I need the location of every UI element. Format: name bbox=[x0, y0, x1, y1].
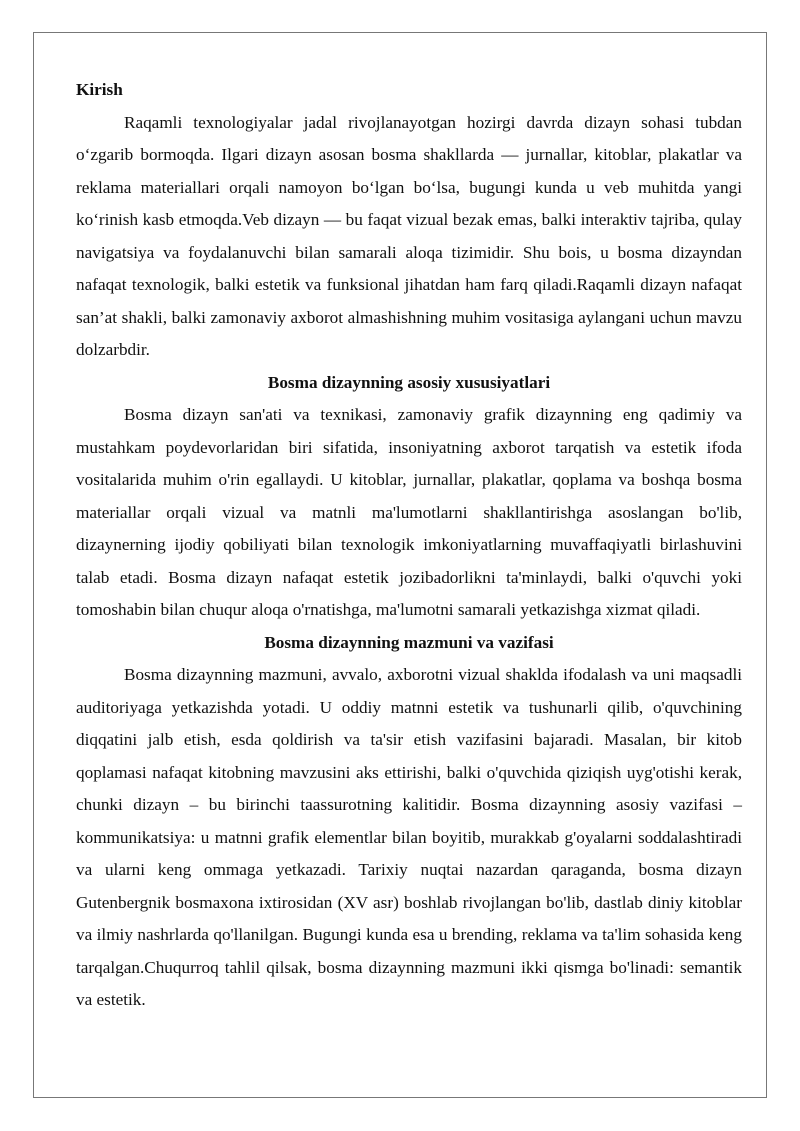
intro-heading: Kirish bbox=[76, 80, 123, 99]
intro-paragraph: Raqamli texnologiyalar jadal rivojlanayotgan hozirgi davrda dizayn sohasi tubdan o‘zgarib bormoqda. Ilgari dizayn asosan bosma shakllarda — jurnallar, kitoblar, plakatlar va reklama materiallari orqali namoyon bo‘lgan bo‘lsa, bugungi kunda u veb muhitda yangi ko‘rinish kasb etmoqda.Veb dizayn — bu faqat vizual bezak emas, balki interaktiv tajriba, qulay navigatsiya va foydalanuvchi bilan samarali aloqa tizimidir. Shu bois, u bosma dizayndan nafaqat texnologik, balki estetik va funksional jihatdan ham farq qiladi.Raqamli dizayn nafaqat san’at shakli, balki zamonaviy axborot almashishning muhim vositasiga aylangani uchun mavzu dolzarbdir. bbox=[76, 112, 742, 359]
section-heading-features: Bosma dizaynning asosiy xususiyatlari bbox=[267, 372, 551, 392]
content-paragraph: Bosma dizaynning mazmuni, avvalo, axborotni vizual shaklda ifodalash va uni maqsadli auditoriyaga yetkazishda yotadi. U oddiy matnni estetik va tushunarli qilib, o'quvchining diqqatini jalb etish, esda qoldirish va ta'sir etish vazifasini bajaradi. Masalan, bir kitob qoplamasi nafaqat kitobning mavzusini aks ettirishi, balki o'quvchida qiziqish uyg'otishi kerak, chunki dizayn – bu birinchi taassurotning kalitidir. Bosma dizaynning asosiy vazifasi – kommunikatsiya: u matnni grafik elementlar bilan boyitib, murakkab g'oyalarni soddalashtiradi va ularni keng ommaga yetkazadi. Tarixiy nuqtai nazardan qaraganda, bosma dizayn Gutenbergnik bosmaxona ixtirosidan (XV asr) boshlab rivojlangan bo'lib, dastlab diniy kitoblar va ilmiy nashrlarda qo'llanilgan. Bugungi kunda esa u brending, reklama va ta'lim sohasida keng tarqalgan.Chuqurroq tahlil qilsak, bosma dizaynning mazmuni ikki qismga bo'linadi: semantik va estetik. bbox=[76, 665, 742, 1009]
features-paragraph: Bosma dizayn san'ati va texnikasi, zamonaviy grafik dizaynning eng qadimiy va mustahkam poydevorlaridan biri sifatida, insoniyatning axborot tarqatish va estetik ifoda vositalarida muhim o'rin egallaydi. U kitoblar, jurnallar, plakatlar, qoplama va boshqa bosma materiallar orqali vizual va matnli ma'lumotlarni shakllantirishga asoslangan bo'lib, dizaynerning ijodiy qobiliyati bilan texnologik imkoniyatlarning muvaffaqiyatli birlashuvini talab etadi. Bosma dizayn nafaqat estetik jozibadorlikni ta'minlaydi, balki o'quvchi yoki tomoshabin bilan chuqur aloqa o'rnatishga, ma'lumotni samarali yetkazishga xizmat qiladi. bbox=[76, 405, 742, 619]
document-body bbox=[76, 74, 742, 1017]
section-heading-content: Bosma dizaynning mazmuni va vazifasi bbox=[264, 632, 554, 652]
